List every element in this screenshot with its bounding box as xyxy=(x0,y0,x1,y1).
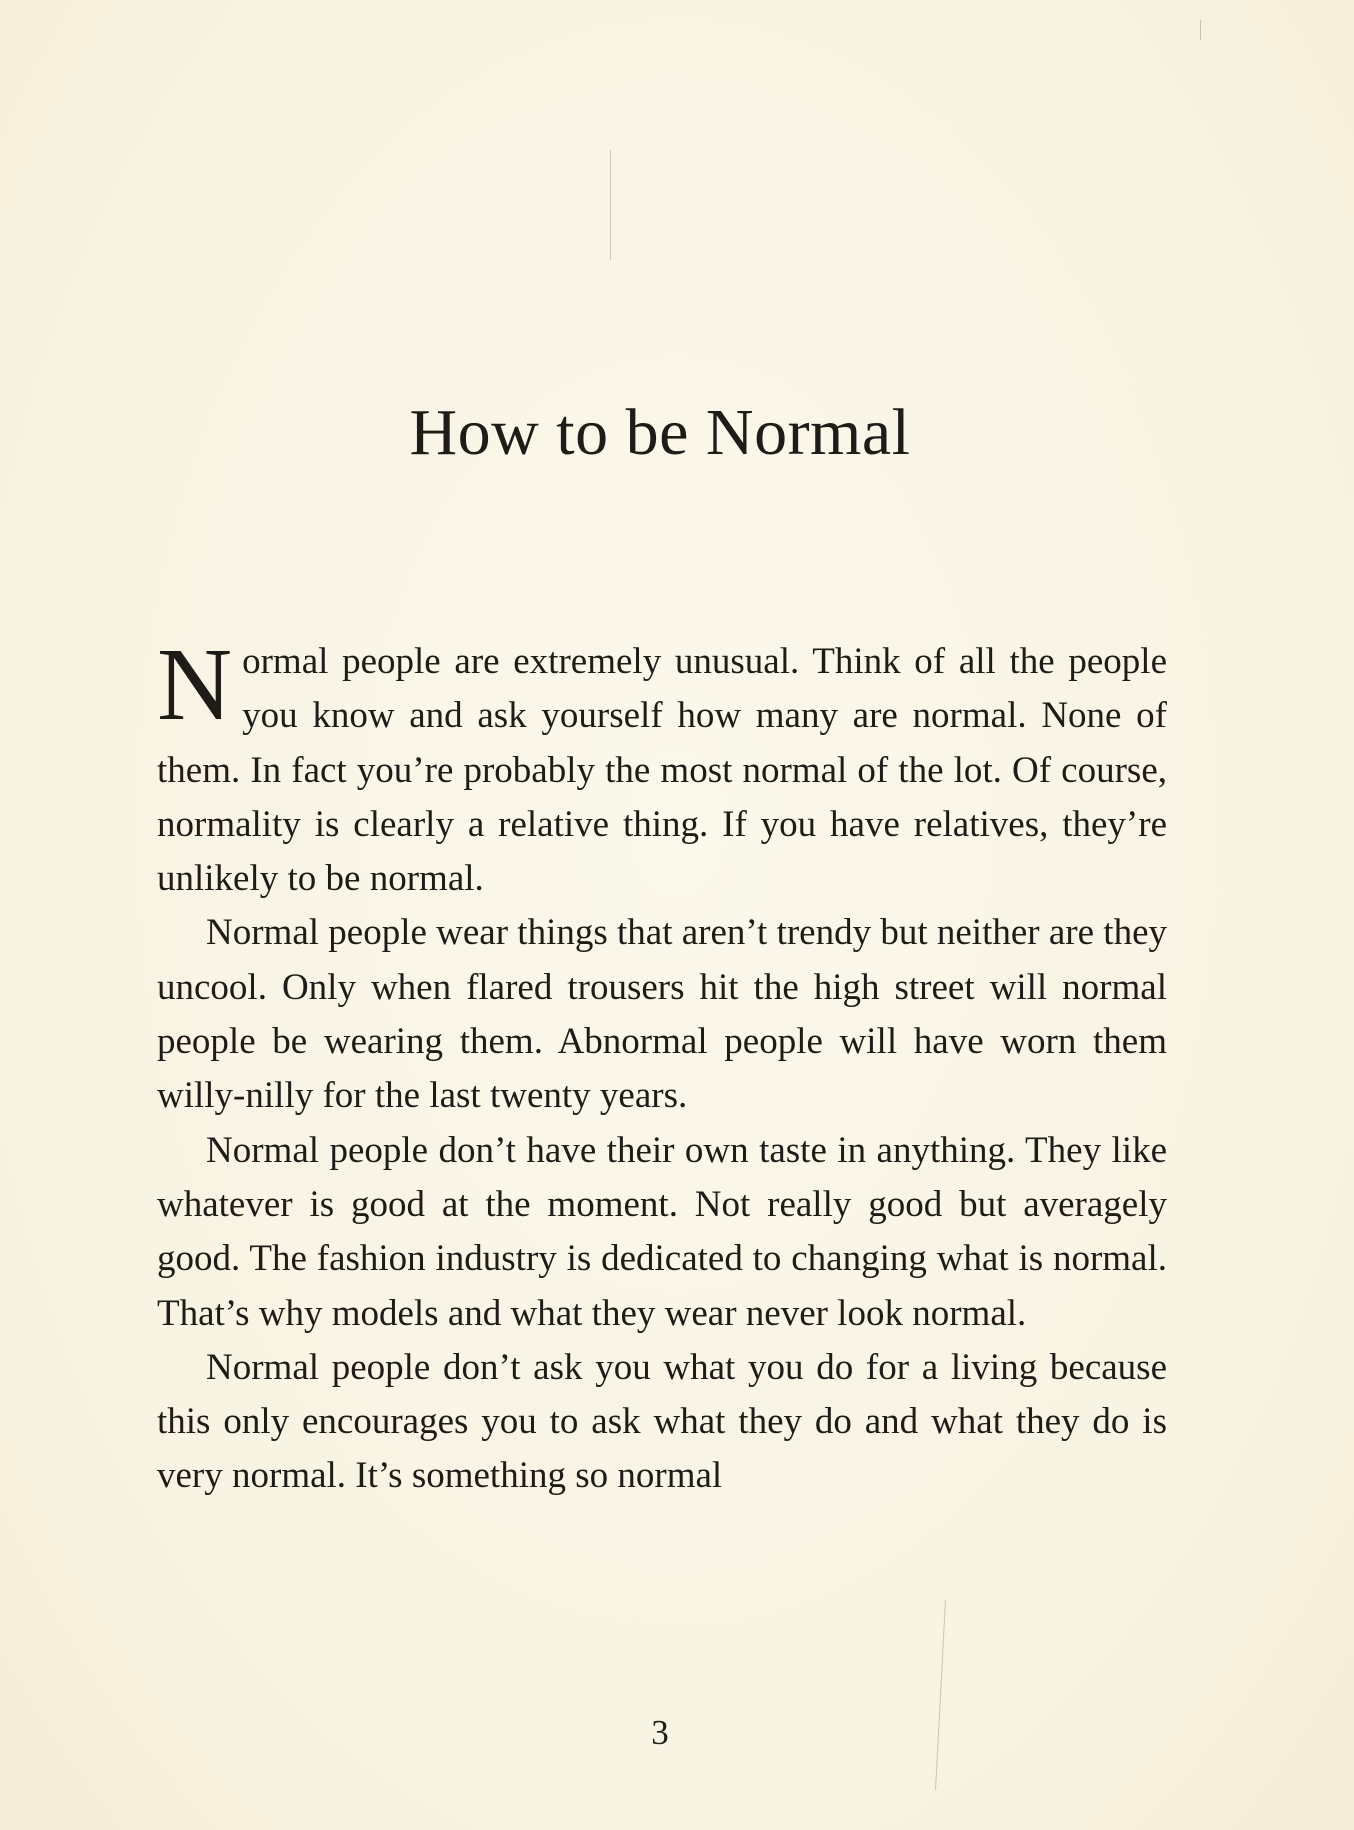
paragraph: Normal people wear things that aren’t trendy but neither are they uncool. Only when flared trousers hit the high street will normal people be wearing them. Abnormal people will have worn them willy-nilly for the last twenty years. xyxy=(157,912,1167,1117)
chapter-title: How to be Normal xyxy=(409,396,911,469)
chapter-body xyxy=(157,627,1167,1504)
paragraph: Normal people don’t ask you what you do for a living because this only encourages you to ask what they do and what they do is very normal. It’s something so normal xyxy=(157,1346,1167,1497)
scan-mark xyxy=(935,1600,946,1790)
paragraph-text: ormal people are extremely unusual. Think of all the people you know and ask yourself how many are normal. None of them. In fact you’re probably the most normal of the lot. Of course, normality is clearly a relative thing. If you have relatives, they’re unlikely to be normal. xyxy=(157,641,1167,900)
scan-mark xyxy=(1200,20,1201,40)
scan-mark xyxy=(610,150,611,260)
drop-cap: N xyxy=(157,627,233,742)
paragraph: Normal people don’t have their own taste in anything. They like whatever is good at the moment. Not really good but averagely good. The fashion industry is dedicated to changing what is normal. That’s why models and what they wear never look normal. xyxy=(157,1129,1167,1334)
paragraph xyxy=(157,627,1167,906)
page-number: 3 xyxy=(651,1713,669,1752)
